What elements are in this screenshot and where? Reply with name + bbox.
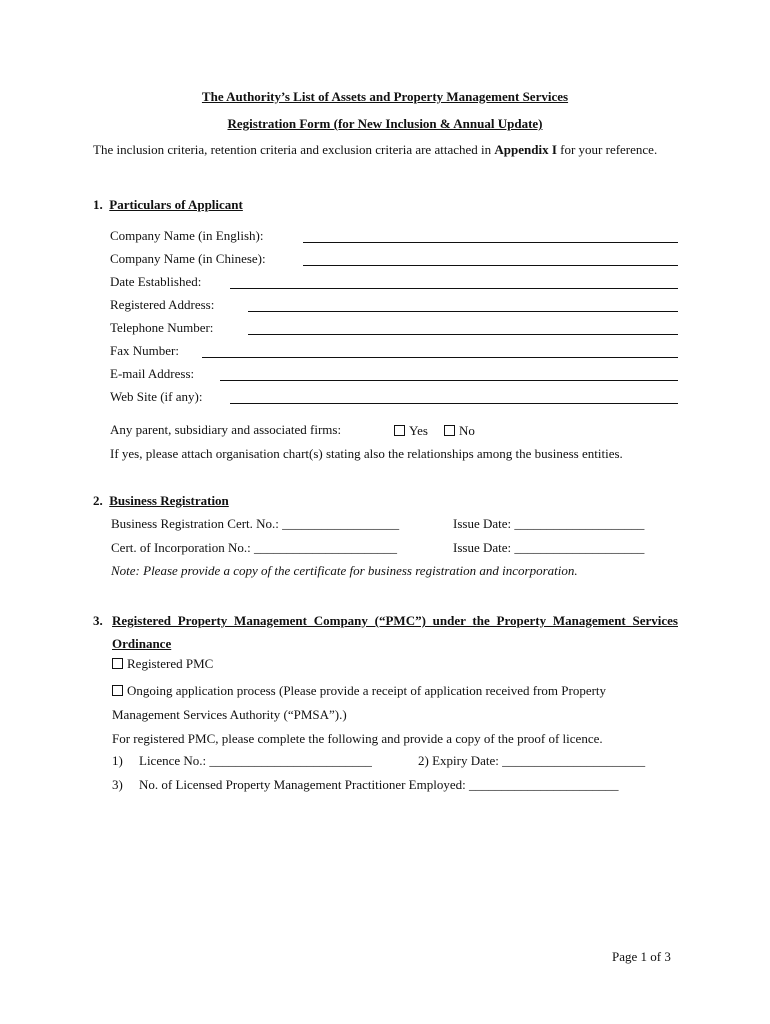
registered-pmc-checkbox[interactable] [112, 658, 123, 669]
licence-no-field[interactable]: Licence No.: _________________________ [139, 753, 372, 768]
section2-heading [93, 493, 229, 509]
ongoing-application-label-cont: Management Services Authority (“PMSA”).) [112, 707, 347, 722]
website-input-line[interactable] [230, 403, 678, 404]
ongoing-application-label: Ongoing application process (Please provide a receipt of application received from Property [127, 683, 607, 698]
field-label-fax: Fax Number: [110, 343, 179, 358]
section3-instruction: For registered PMC, please complete the following and provide a copy of the proof of licence. [112, 731, 603, 746]
yes-checkbox[interactable] [394, 425, 405, 436]
expiry-date-field[interactable]: 2) Expiry Date: ______________________ [418, 753, 646, 768]
no-label: No [459, 423, 475, 438]
document-title: The Authority’s List of Assets and Property Management Services [201, 89, 569, 104]
appendix-reference: Appendix I [494, 142, 557, 157]
section2-note: Note: Please provide a copy of the certificate for business registration and incorporation. [111, 563, 578, 578]
intro-text: The inclusion criteria, retention criteria and exclusion criteria are attached in [93, 142, 495, 157]
field-label-email: E-mail Address: [110, 366, 195, 381]
field-label-telephone: Telephone Number: [110, 320, 214, 335]
intro-text-end: for your reference. [556, 142, 658, 157]
field-label-company-chinese: Company Name (in Chinese): [110, 251, 266, 266]
page-number: Page 1 of 3 [612, 949, 671, 964]
ci-issue-date-field[interactable]: Issue Date: ____________________ [453, 540, 645, 555]
company-english-input-line[interactable] [303, 242, 678, 243]
company-chinese-input-line[interactable] [303, 265, 678, 266]
field-label-website: Web Site (if any): [110, 389, 203, 404]
section1-number: 1. [93, 197, 103, 212]
no-option[interactable] [444, 423, 475, 439]
field-label-company-english: Company Name (in English): [110, 228, 264, 243]
date-established-input-line[interactable] [230, 288, 678, 289]
parent-firms-question: Any parent, subsidiary and associated firms: [110, 422, 342, 437]
fax-input-line[interactable] [202, 357, 678, 358]
ongoing-application-checkbox[interactable] [112, 685, 123, 696]
email-input-line[interactable] [220, 380, 678, 381]
registered-pmc-option[interactable] [112, 656, 213, 672]
br-issue-date-field[interactable]: Issue Date: ____________________ [453, 516, 645, 531]
registered-pmc-label: Registered PMC [127, 656, 214, 671]
section3-heading [93, 609, 678, 655]
item1-number: 1) [112, 753, 123, 768]
telephone-input-line[interactable] [248, 334, 678, 335]
no-checkbox[interactable] [444, 425, 455, 436]
intro-paragraph [93, 138, 678, 161]
br-cert-field[interactable]: Business Registration Cert. No.: __________________ [111, 516, 400, 531]
section3-number: 3. [93, 613, 103, 628]
ci-no-field[interactable]: Cert. of Incorporation No.: ______________________ [111, 540, 397, 555]
ongoing-application-option[interactable] [112, 683, 606, 699]
registered-address-input-line[interactable] [248, 311, 678, 312]
section1-title: Particulars of Applicant [109, 197, 243, 212]
section3-title: Registered Property Management Company (“PMC”) under the Property Management Services Ordinance [112, 613, 678, 651]
field-label-registered-address: Registered Address: [110, 297, 215, 312]
yes-option[interactable] [394, 423, 428, 439]
section2-number: 2. [93, 493, 103, 508]
parent-firms-note: If yes, please attach organisation chart(s) stating also the relationships among the business entities. [110, 446, 623, 461]
item3-number: 3) [112, 777, 123, 792]
section1-heading [93, 197, 243, 213]
section2-title: Business Registration [109, 493, 229, 508]
document-subtitle: Registration Form (for New Inclusion & Annual Update) [227, 116, 543, 131]
field-label-date-established: Date Established: [110, 274, 202, 289]
practitioners-employed-field[interactable]: No. of Licensed Property Management Practitioner Employed: _______________________ [139, 777, 619, 792]
yes-label: Yes [409, 423, 428, 438]
